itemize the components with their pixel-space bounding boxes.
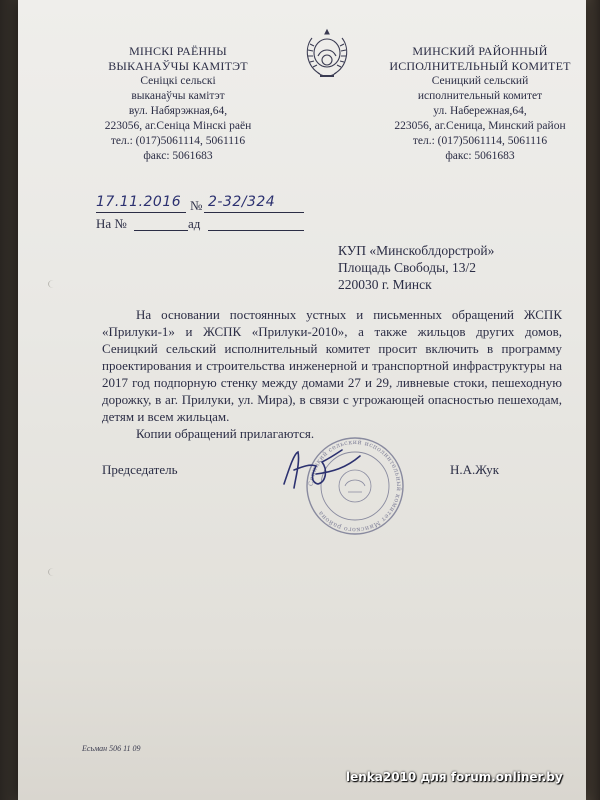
date-underline bbox=[96, 212, 186, 213]
reply-mid: ад bbox=[188, 216, 201, 231]
org-name-line: ИСПОЛНИТЕЛЬНЫЙ КОМИТЕТ bbox=[389, 59, 571, 73]
body-paragraph: Копии обращений прилагаются. bbox=[136, 426, 315, 441]
phone-line: тел.: (017)5061114, 5061116 bbox=[412, 135, 548, 147]
addressee-block bbox=[338, 242, 494, 293]
letterhead-russian bbox=[380, 44, 580, 164]
fax-line: факс: 5061683 bbox=[445, 150, 515, 162]
sub-org-line: Сеніцкі сельскі bbox=[140, 75, 216, 87]
seal-text: Сеницкий сельский исполнительный комитет Минского района bbox=[307, 438, 403, 534]
sub-org-line: выканаўчы камітэт bbox=[131, 90, 225, 102]
letter-body bbox=[102, 306, 562, 442]
address-line: ул. Набережная,64, bbox=[433, 105, 527, 117]
punch-mark bbox=[48, 280, 59, 288]
signatory-title: Председатель bbox=[102, 462, 178, 477]
org-name-line: МИНСКИЙ РАЙОННЫЙ bbox=[412, 44, 548, 58]
letter-sheet bbox=[18, 0, 586, 800]
handwritten-signature bbox=[276, 444, 366, 494]
reply-date-line bbox=[208, 230, 304, 231]
letterhead-belarusian bbox=[78, 44, 278, 164]
phone-line: тел.: (017)5061114, 5061116 bbox=[110, 135, 246, 147]
org-name-line: МІНСКІ РАЁННЫ bbox=[129, 44, 227, 58]
punch-mark bbox=[48, 568, 59, 576]
handwritten-number: 2-32/324 bbox=[208, 194, 276, 210]
reply-number-line bbox=[134, 230, 188, 231]
number-underline bbox=[204, 212, 304, 213]
addressee-line: 220030 г. Минск bbox=[338, 277, 432, 292]
belarus-coat-of-arms-icon bbox=[298, 26, 356, 80]
forum-watermark: lenka2010 для forum.onliner.by bbox=[346, 770, 563, 784]
executor-footnote: Есьман 506 11 09 bbox=[82, 744, 141, 753]
body-paragraph: На основании постоянных устных и письменных обращений ЖСПК «Прилуки-1» и ЖСПК «Прилуки-2010», а также жильцов других домов, Сеницкий сельский исполнительный комитет просит включить в программу проектирования и строительства инженерной и транспортной инфраструктуры на 2017 год подпорную стенку между домами 27 и 29, ливневые стоки, пешеходную дорожку, в аг. Прилуки, ул. Мира), в связи с угрожающей опасностью пешеходам, детям и всем жильцам. bbox=[102, 307, 562, 424]
registration-block bbox=[96, 194, 316, 232]
number-label: № bbox=[190, 198, 203, 213]
signatory-name: Н.А.Жук bbox=[450, 462, 500, 477]
postal-line: 223056, аг.Сеніца Мінскі раён bbox=[104, 120, 252, 132]
fax-line: факс: 5061683 bbox=[143, 150, 213, 162]
table-surface-left bbox=[0, 0, 18, 800]
handwritten-date: 17.11.2016 bbox=[96, 194, 182, 210]
address-line: вул. Набярэжная,64, bbox=[128, 105, 228, 117]
postal-line: 223056, аг.Сеница, Минский район bbox=[394, 120, 566, 132]
addressee-line: Площадь Свободы, 13/2 bbox=[338, 260, 476, 275]
org-name-line: ВЫКАНАЎЧЫ КАМІТЭТ bbox=[108, 59, 248, 73]
sub-org-line: Сеницкий сельский bbox=[431, 75, 529, 87]
sub-org-line: исполнительный комитет bbox=[417, 90, 543, 102]
reply-prefix: На № bbox=[96, 216, 127, 231]
addressee-line: КУП «Минскоблдорстрой» bbox=[338, 243, 495, 258]
table-surface-right bbox=[586, 0, 600, 800]
